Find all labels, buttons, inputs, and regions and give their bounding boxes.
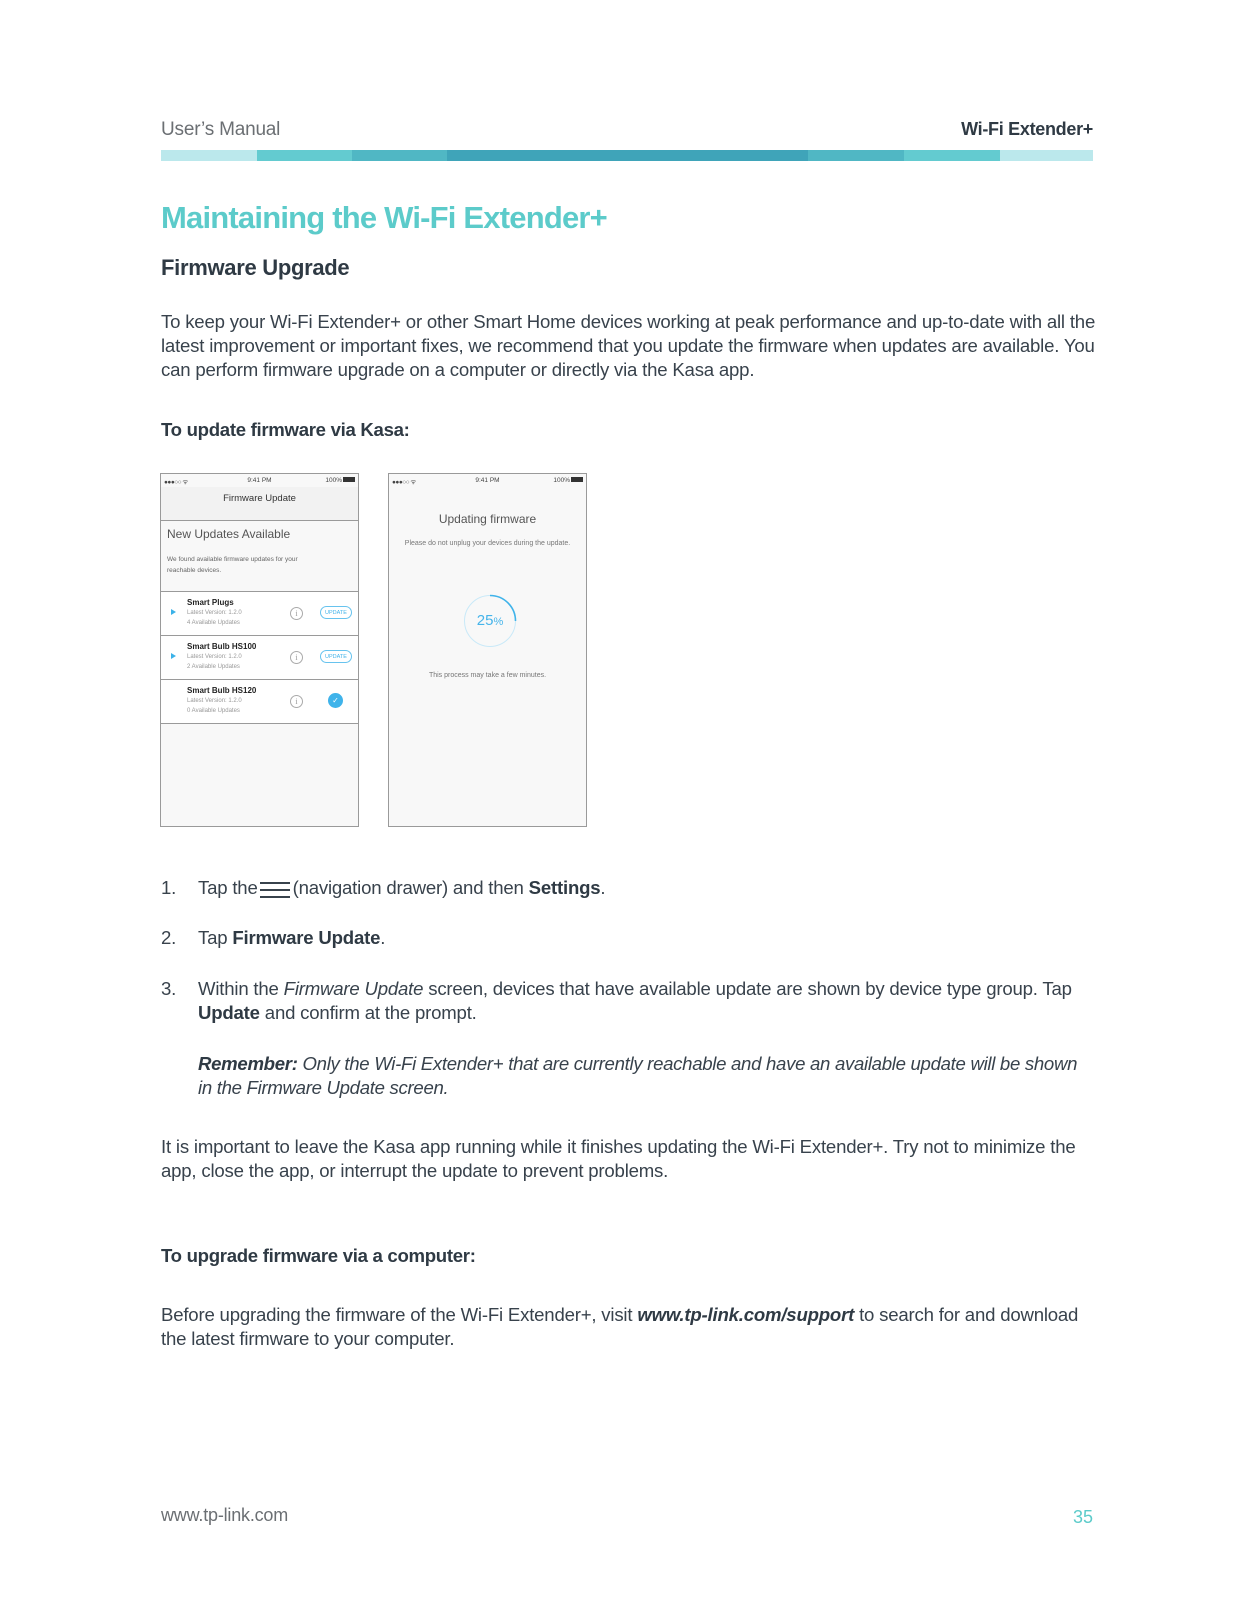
battery-icon bbox=[343, 477, 355, 482]
computer-text-part: to search for and download the latest firmware to your computer. bbox=[161, 1304, 1079, 1349]
step-text-part: (navigation drawer) and then bbox=[292, 877, 524, 898]
device-update-count: 0 Available Updates bbox=[187, 708, 240, 714]
important-paragraph: It is important to leave the Kasa app running while it finishes updating the Wi-Fi Extender+. Try not to minimize the app, close the app, or interrupt the update to prevent problems. bbox=[161, 1136, 1076, 1181]
step-text-part: . bbox=[600, 877, 606, 898]
bar-segment bbox=[1000, 150, 1094, 161]
step-text bbox=[198, 926, 1088, 950]
step-text-part: and confirm at the prompt. bbox=[264, 1002, 477, 1023]
step-text bbox=[198, 876, 1088, 900]
kasa-lead-heading: To update firmware via Kasa: bbox=[161, 419, 410, 440]
step-text-part: Tap bbox=[198, 927, 228, 948]
updates-description: We found available firmware updates for your reachable devices. bbox=[167, 556, 298, 574]
bar-segment bbox=[352, 150, 447, 161]
step-text bbox=[198, 977, 1088, 1025]
device-version: Latest Version: 1.2.0 bbox=[187, 698, 242, 704]
updating-description: Please do not unplug your devices during the update. bbox=[404, 540, 571, 547]
updating-title: Updating firmware bbox=[438, 512, 537, 526]
header-product-label: Wi-Fi Extender+ bbox=[961, 119, 1093, 139]
battery-percent: 100% bbox=[325, 477, 342, 484]
step-bold-text: Firmware Update bbox=[232, 927, 381, 948]
bar-segment bbox=[447, 150, 808, 161]
computer-text-part: Before upgrading the firmware of the Wi-Fi Extender+, visit bbox=[161, 1304, 633, 1325]
progress-percent bbox=[463, 594, 517, 648]
checkmark-icon: ✓ bbox=[328, 693, 343, 708]
remember-label: Remember: bbox=[198, 1053, 298, 1074]
phone-screenshot-updating bbox=[388, 473, 587, 827]
device-update-count: 4 Available Updates bbox=[187, 620, 240, 626]
device-version: Latest Version: 1.2.0 bbox=[187, 654, 242, 660]
page-title: Maintaining the Wi-Fi Extender+ bbox=[161, 200, 607, 235]
status-time: 9:41 PM bbox=[247, 477, 272, 484]
step-text-part: . bbox=[380, 927, 386, 948]
battery-indicator bbox=[553, 477, 583, 484]
step-text-part: Tap the bbox=[198, 877, 258, 898]
device-row[interactable] bbox=[161, 636, 358, 680]
expand-arrow-icon[interactable] bbox=[171, 653, 176, 659]
updating-note: This process may take a few minutes. bbox=[428, 672, 547, 679]
bar-segment bbox=[161, 150, 257, 161]
device-row[interactable] bbox=[161, 680, 358, 724]
bar-segment bbox=[904, 150, 999, 161]
battery-percent: 100% bbox=[553, 477, 570, 484]
header-manual-label: User’s Manual bbox=[161, 119, 281, 140]
step-bold-text: Update bbox=[198, 1002, 260, 1023]
bar-segment bbox=[808, 150, 904, 161]
battery-icon bbox=[571, 477, 583, 482]
info-icon[interactable]: i bbox=[290, 695, 303, 708]
step-italic-text: Firmware Update bbox=[283, 978, 424, 999]
remember-note bbox=[198, 1052, 1088, 1100]
expand-arrow-icon[interactable] bbox=[171, 609, 176, 615]
step-number: 1. bbox=[161, 877, 177, 898]
support-link[interactable]: www.tp-link.com/support bbox=[637, 1304, 855, 1325]
device-list bbox=[161, 591, 358, 724]
device-name: Smart Bulb HS120 bbox=[187, 686, 257, 695]
page-number: 35 bbox=[1072, 1507, 1093, 1527]
progress-value: 25 bbox=[476, 612, 494, 629]
status-time: 9:41 PM bbox=[475, 477, 500, 484]
navigation-drawer-icon bbox=[260, 880, 290, 898]
status-bar bbox=[161, 474, 358, 488]
updates-heading: New Updates Available bbox=[167, 527, 291, 541]
status-bar bbox=[389, 474, 586, 488]
computer-lead-heading: To upgrade firmware via a computer: bbox=[161, 1245, 476, 1266]
step-bold-text: Settings bbox=[528, 877, 601, 898]
update-button[interactable]: UPDATE bbox=[320, 606, 352, 619]
phone-screenshot-firmware-update bbox=[160, 473, 359, 827]
step-number: 3. bbox=[161, 978, 177, 999]
progress-unit: % bbox=[493, 616, 504, 628]
signal-icon: ●●●○○ ᯤ bbox=[392, 479, 416, 486]
step-text-part: screen, devices that have available update are shown by device type group. Tap bbox=[428, 978, 1072, 999]
intro-paragraph: To keep your Wi-Fi Extender+ or other Smart Home devices working at peak performance and up-to-date with all the latest improvement or important fixes, we recommend that you update the firmware when updates are available. You can perform firmware upgrade on a computer or directly via the Kasa app. bbox=[161, 311, 1096, 380]
nav-bar-title: Firmware Update bbox=[161, 487, 358, 521]
footer-url: www.tp-link.com bbox=[161, 1505, 289, 1525]
device-update-count: 2 Available Updates bbox=[187, 664, 240, 670]
device-row[interactable] bbox=[161, 592, 358, 636]
device-version: Latest Version: 1.2.0 bbox=[187, 610, 242, 616]
bar-segment bbox=[257, 150, 352, 161]
battery-indicator bbox=[325, 477, 355, 484]
step-number: 2. bbox=[161, 927, 177, 948]
info-icon[interactable]: i bbox=[290, 651, 303, 664]
device-name: Smart Plugs bbox=[187, 598, 234, 607]
computer-paragraph bbox=[161, 1303, 1101, 1351]
section-title: Firmware Upgrade bbox=[161, 255, 350, 280]
step-text-part: Within the bbox=[198, 978, 279, 999]
remember-text: Only the Wi-Fi Extender+ that are currently reachable and have an available update will be shown in the Firmware Update screen. bbox=[198, 1053, 1078, 1098]
header-color-bar bbox=[161, 150, 1093, 161]
info-icon[interactable]: i bbox=[290, 607, 303, 620]
signal-icon: ●●●○○ ᯤ bbox=[164, 479, 188, 486]
device-name: Smart Bulb HS100 bbox=[187, 642, 257, 651]
update-button[interactable]: UPDATE bbox=[320, 650, 352, 663]
